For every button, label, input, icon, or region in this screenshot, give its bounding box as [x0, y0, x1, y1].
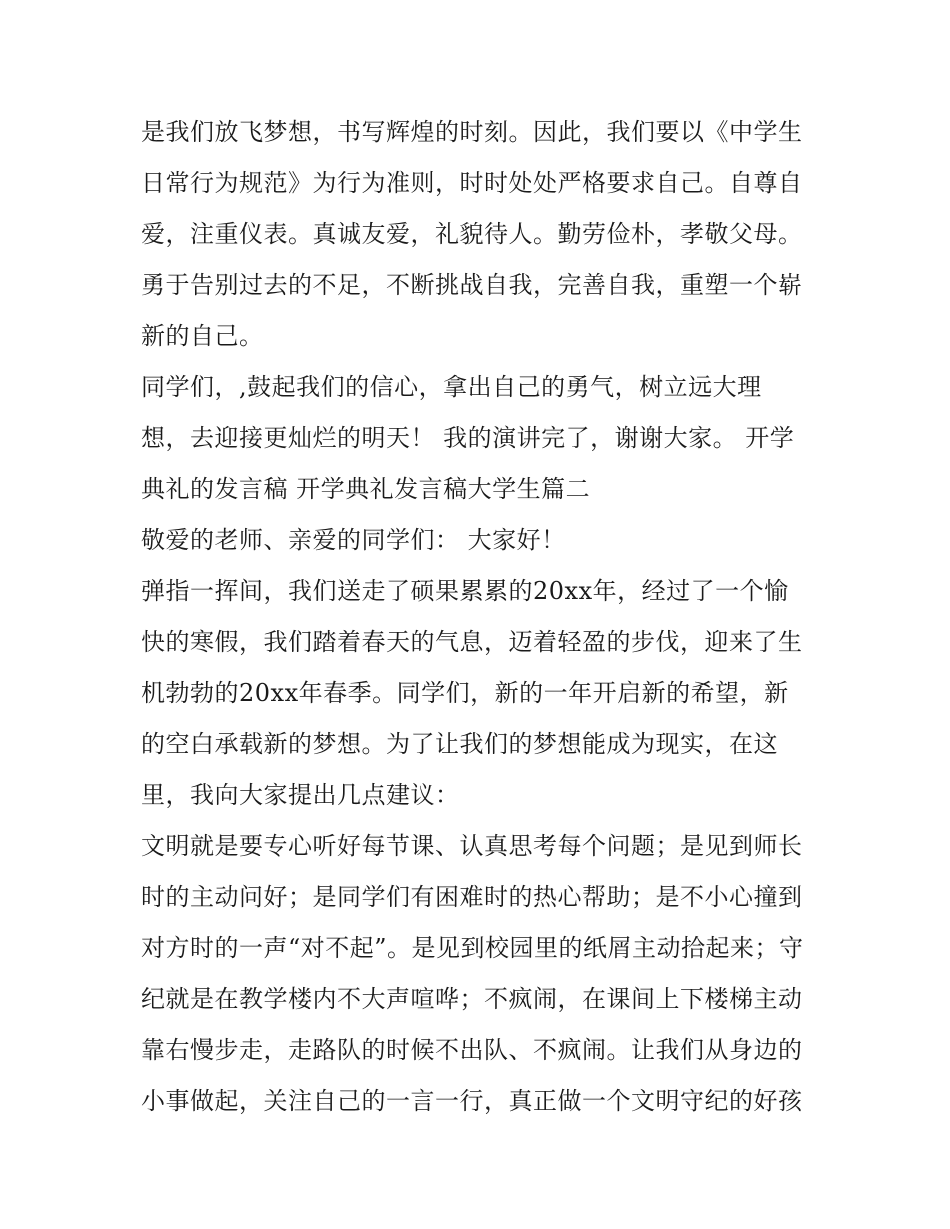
text-line: 机勃勃的20xx年春季。同学们，新的一年开启新的希望，新 — [141, 679, 789, 707]
text-line: 对方时的一声“对不起”。是见到校园里的纸屑主动拾起来；守 — [141, 934, 804, 962]
text-line: 日常行为规范》为行为准则，时时处处严格要求自己。自尊自 — [141, 169, 803, 197]
text-line: 新的自己。 — [141, 322, 264, 350]
text-line: 时的主动问好；是同学们有困难时的热心帮助；是不小心撞到 — [141, 883, 803, 911]
text-line: 的空白承载新的梦想。为了让我们的梦想能成为现实，在这 — [141, 730, 778, 758]
text-line: 是我们放飞梦想，书写辉煌的时刻。因此，我们要以《中学生 — [141, 118, 803, 146]
text-line: 小事做起，关注自己的一言一行，真正做一个文明守纪的好孩 — [141, 1087, 803, 1115]
text-line: 典礼的发言稿 开学典礼发言稿大学生篇二 — [141, 475, 591, 503]
text-line: 靠右慢步走，走路队的时候不出队、不疯闹。让我们从身边的 — [141, 1036, 803, 1064]
text-line: 纪就是在教学楼内不大声喧哗；不疯闹，在课间上下楼梯主动 — [141, 985, 803, 1013]
text-line: 勇于告别过去的不足，不断挑战自我，完善自我，重塑一个崭 — [141, 271, 803, 299]
text-line: 敬爱的老师、亲爱的同学们： 大家好！ — [141, 526, 566, 554]
text-line: 想，去迎接更灿烂的明天！ 我的演讲完了，谢谢大家。 开学 — [141, 424, 795, 452]
text-line: 文明就是要专心听好每节课、认真思考每个问题；是见到师长 — [141, 832, 803, 860]
text-line: 里，我向大家提出几点建议： — [141, 781, 460, 809]
text-line: 弹指一挥间，我们送走了硕果累累的20xx年，经过了一个愉 — [141, 577, 789, 605]
text-line: 快的寒假，我们踏着春天的气息，迈着轻盈的步伐，迎来了生 — [141, 628, 803, 656]
document-body — [141, 107, 821, 1127]
text-line: 同学们，,鼓起我们的信心，拿出自己的勇气，树立远大理 — [141, 373, 762, 401]
text-line: 爱，注重仪表。真诚友爱，礼貌待人。勤劳俭朴，孝敬父母。 — [141, 220, 803, 248]
